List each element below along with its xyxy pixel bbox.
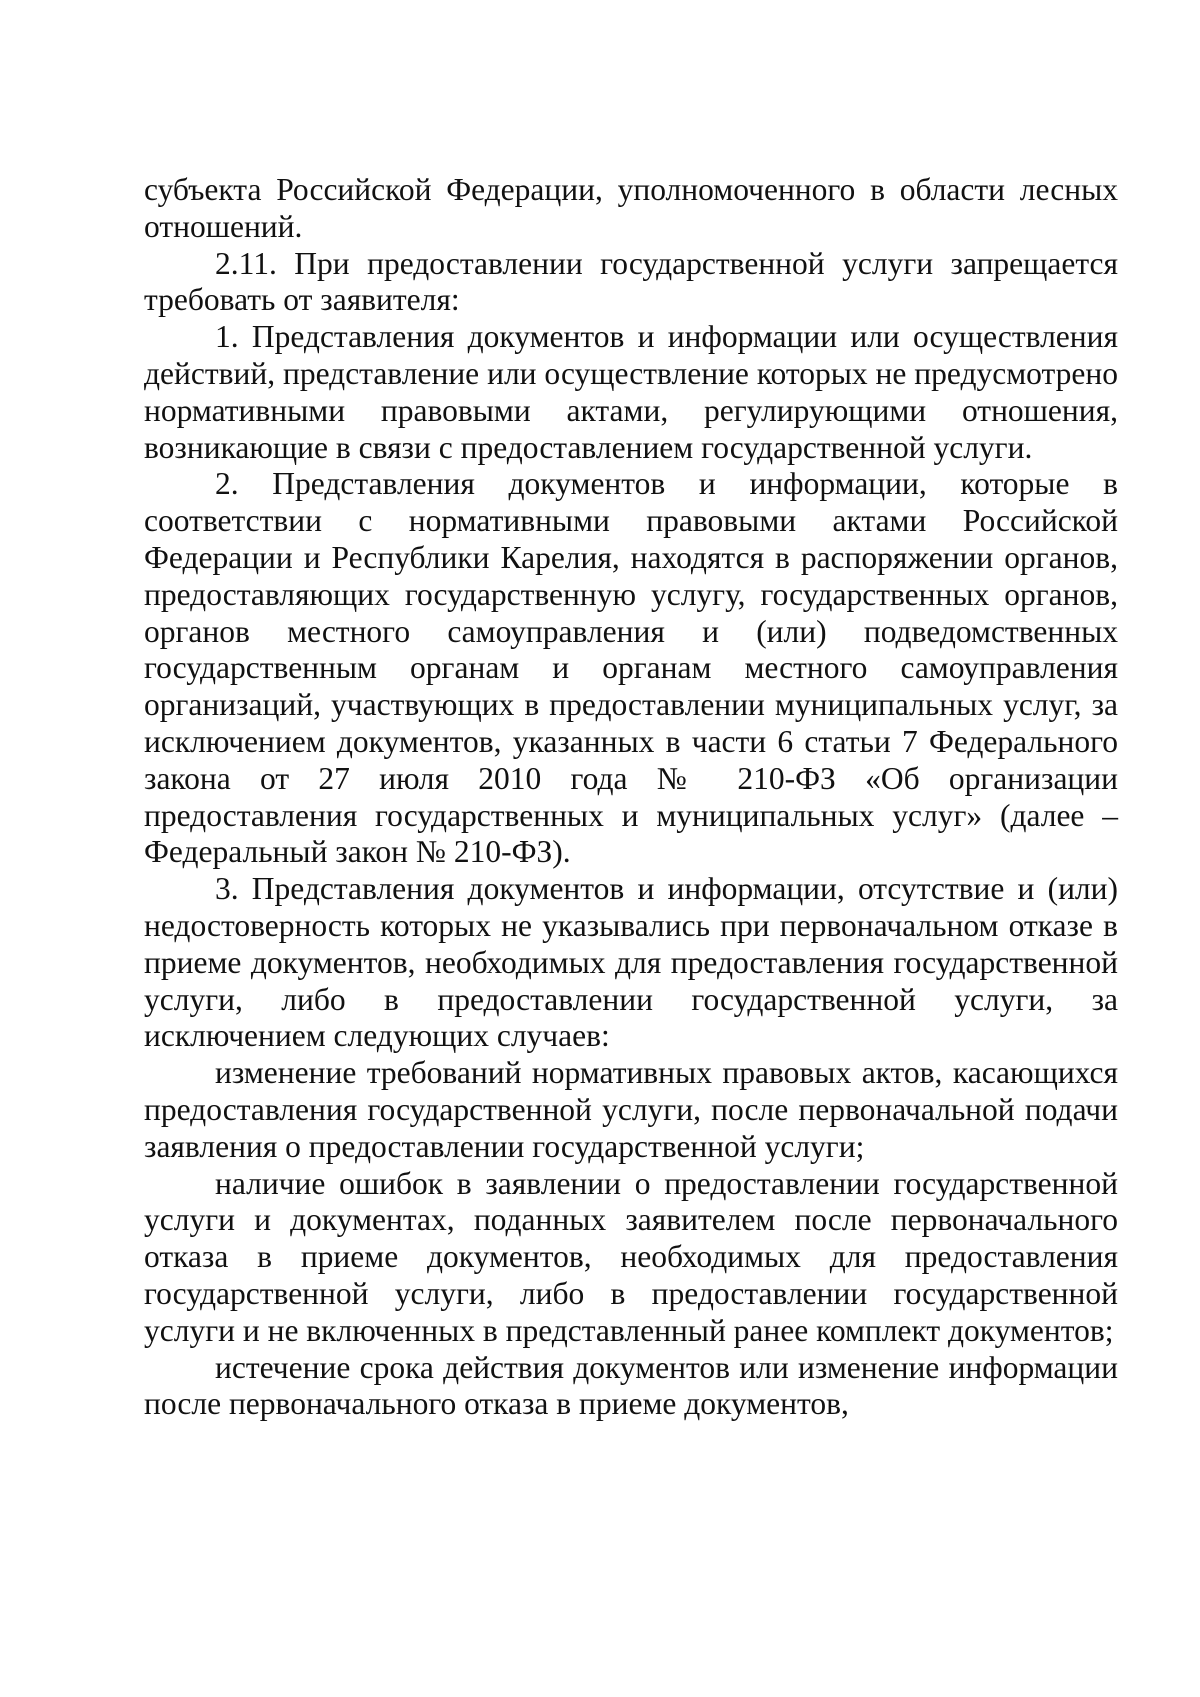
paragraph-continuation: субъекта Российской Федерации, уполномоченного в области лесных отношений. [144, 172, 1118, 244]
paragraph-item-2: 2. Представления документов и информации, которые в соответствии с нормативными правовыми актами Российской Федерации и Республики Карелия, находятся в распоряжении органов, предоставляющих государственную услугу, государственных органов, органов местного самоуправления и (или) подведомственных государственным органам и органам местного самоуправления организаций, участвующих в предоставлении муниципальных услуг, за исключением документов, указанных в части 6 статьи 7 Федерального закона от 27 июля 2010 года № 210-ФЗ «Об организации предоставления государственных и муниципальных услуг» (далее – Федеральный закон № 210-ФЗ). [144, 466, 1118, 870]
paragraph-item-3: 3. Представления документов и информации, отсутствие и (или) недостоверность которых не указывались при первоначальном отказе в приеме документов, необходимых для предоставления государственной услуги, либо в предоставлении государственной услуги, за исключением следующих случаев: [144, 871, 1118, 1054]
document-page [144, 172, 1118, 1423]
paragraph-item-1: 1. Представления документов и информации или осуществления действий, представление или осуществление которых не предусмотрено нормативными правовыми актами, регулирующими отношения, возникающие в связи с предоставлением государственной услуги. [144, 319, 1118, 465]
paragraph-exception-3: истечение срока действия документов или изменение информации после первоначального отказа в приеме документов, [144, 1349, 1118, 1422]
paragraph-exception-1: изменение требований нормативных правовых актов, касающихся предоставления государственной услуги, после первоначальной подачи заявления о предоставлении государственной услуги; [144, 1055, 1118, 1164]
paragraph-exception-2: наличие ошибок в заявлении о предоставлении государственной услуги и документах, поданных заявителем после первоначального отказа в приеме документов, необходимых для предоставления государственной услуги, либо в предоставлении государственной услуги и не включенных в представленный ранее комплект документов; [144, 1165, 1118, 1348]
paragraph-2-11: 2.11. При предоставлении государственной услуги запрещается требовать от заявителя: [144, 245, 1118, 318]
